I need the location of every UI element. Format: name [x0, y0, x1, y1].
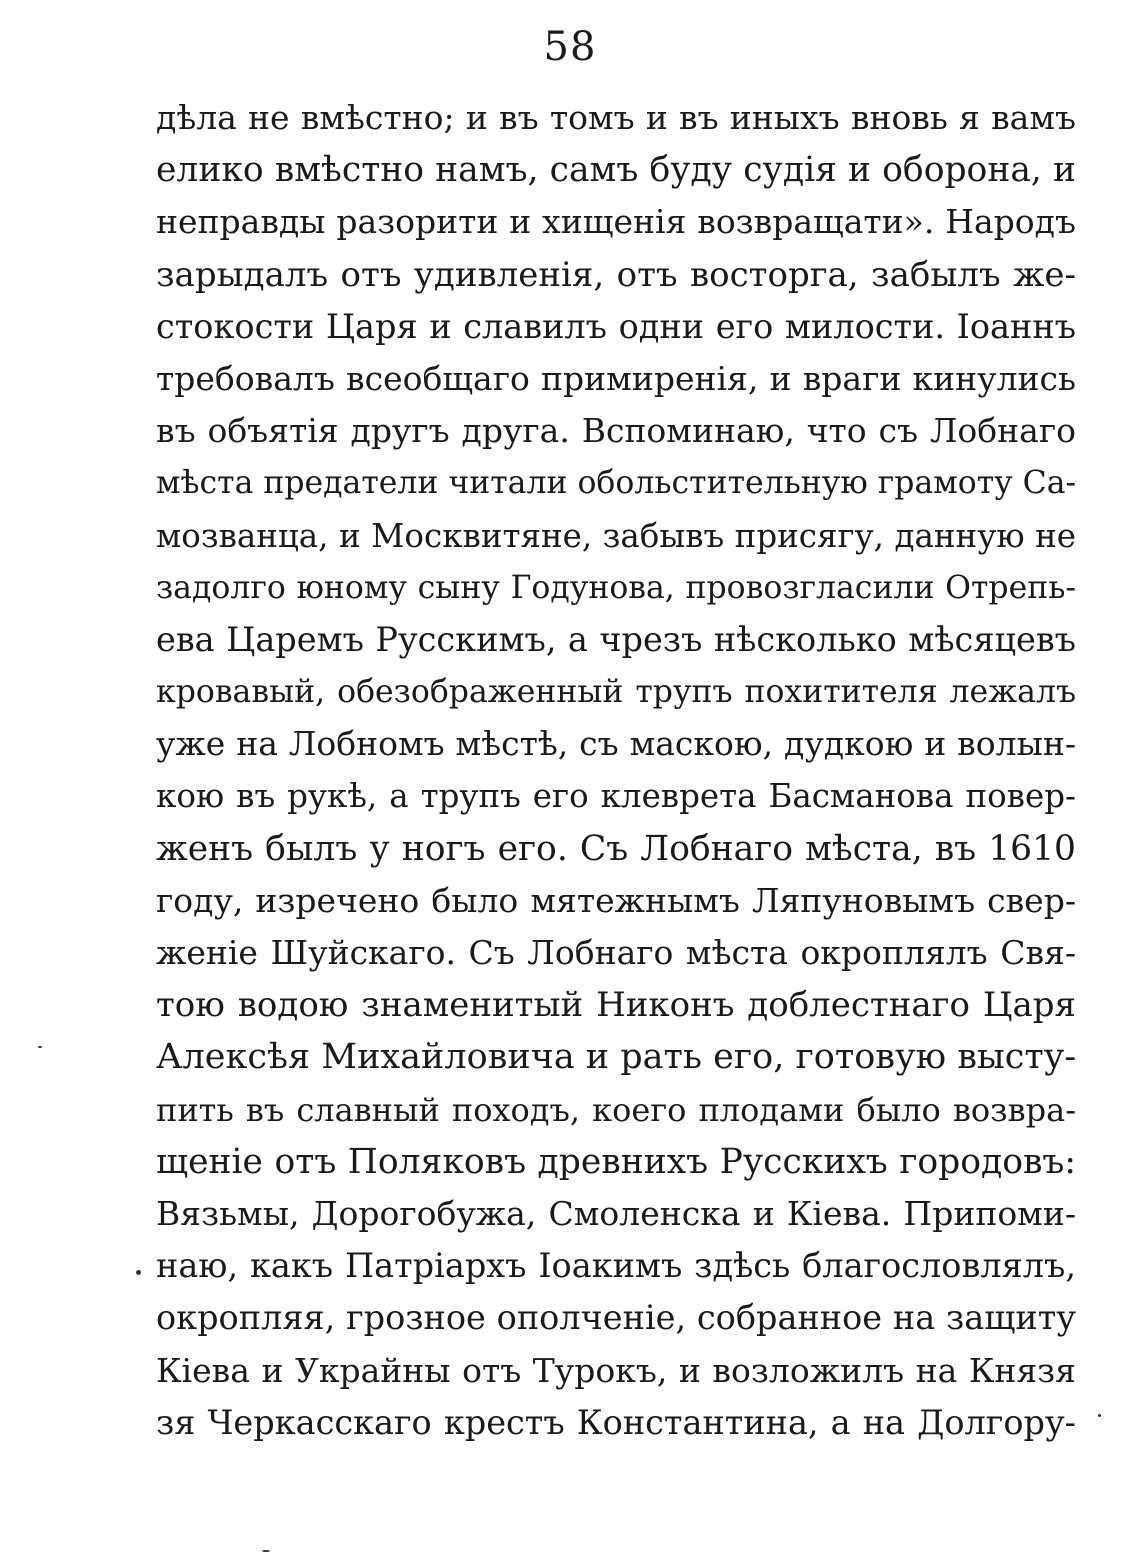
text-line: Кіева и Украйны отъ Турокъ, и возложилъ на Князя [156, 1350, 1076, 1390]
print-speck [136, 1270, 141, 1275]
body-text [156, 92, 1076, 1449]
text-line: женъ былъ у ногъ его. Съ Лобнаго мѣста, въ 1610 [156, 828, 1076, 869]
print-speck [262, 1550, 270, 1552]
text-line: стокости Царя и славилъ одни его милости. Іоаннъ [156, 306, 1076, 346]
text-line: тою водою знаменитый Никонъ доблестнаго Царя [156, 985, 1076, 1026]
text-line: году, изречено было мятежнымъ Ляпуновымъ свер- [156, 880, 1076, 920]
text-line: мозванца, и Москвитяне, забывъ присягу, данную не [156, 516, 1076, 555]
text-line: елико вмѣстно намъ, самъ буду судія и оборона, и [156, 150, 1076, 191]
text-line: щеніе отъ Поляковъ древнихъ Русскихъ городовъ: [156, 1141, 1076, 1182]
text-line: Вязьмы, Дорогобужа, Смоленска и Кіева. Припоми- [156, 1193, 1076, 1233]
text-line: наю, какъ Патріархъ Іоакимъ здѣсь благословлялъ, [156, 1246, 1076, 1286]
print-speck [38, 1046, 42, 1048]
text-line: зя Черкасскаго крестъ Константина, а на Долгору- [156, 1402, 1076, 1442]
text-line: кровавый, обезображенный трупъ похитителя лежалъ [156, 674, 1076, 711]
text-line: окропляя, грозное ополченіе, собранное на защиту [156, 1298, 1076, 1338]
text-line: требовалъ всеобщаго примиренія, и враги кинулись [156, 358, 1076, 398]
text-line: пить въ славный походъ, коего плодами было возвра- [156, 1090, 1076, 1129]
text-line: задолго юному сыну Годунова, провозгласили Отрепь- [156, 569, 1076, 606]
page-number: 58 [543, 24, 597, 70]
text-line: Алексѣя Михайловича и рать его, готовую высту- [156, 1037, 1077, 1078]
text-line: уже на Лобномъ мѣстѣ, съ маскою, дудкою и волын- [156, 724, 1076, 764]
text-line: мѣста предатели читали обольстительную грамоту Са- [156, 465, 1077, 502]
text-line: ева Царемъ Русскимъ, а чрезъ нѣсколько мѣсяцевъ [156, 619, 1076, 659]
text-line: кою въ рукѣ, а трупъ его клеврета Басманова повер- [156, 777, 1076, 816]
text-line: въ объятія другъ друга. Вспоминаю, что съ Лобнаго [156, 411, 1076, 451]
text-line: зарыдалъ отъ удивленія, отъ восторга, забылъ же- [156, 254, 1076, 295]
text-line: дѣла не вмѣстно; и въ томъ и въ иныхъ вновь я вамъ [156, 98, 1076, 137]
print-speck [1098, 1414, 1101, 1417]
text-line: женіе Шуйскаго. Съ Лобнаго мѣста окроплялъ Свя- [156, 933, 1076, 972]
text-line: неправды разорити и хищенія возвращати». Народъ [156, 202, 1076, 242]
